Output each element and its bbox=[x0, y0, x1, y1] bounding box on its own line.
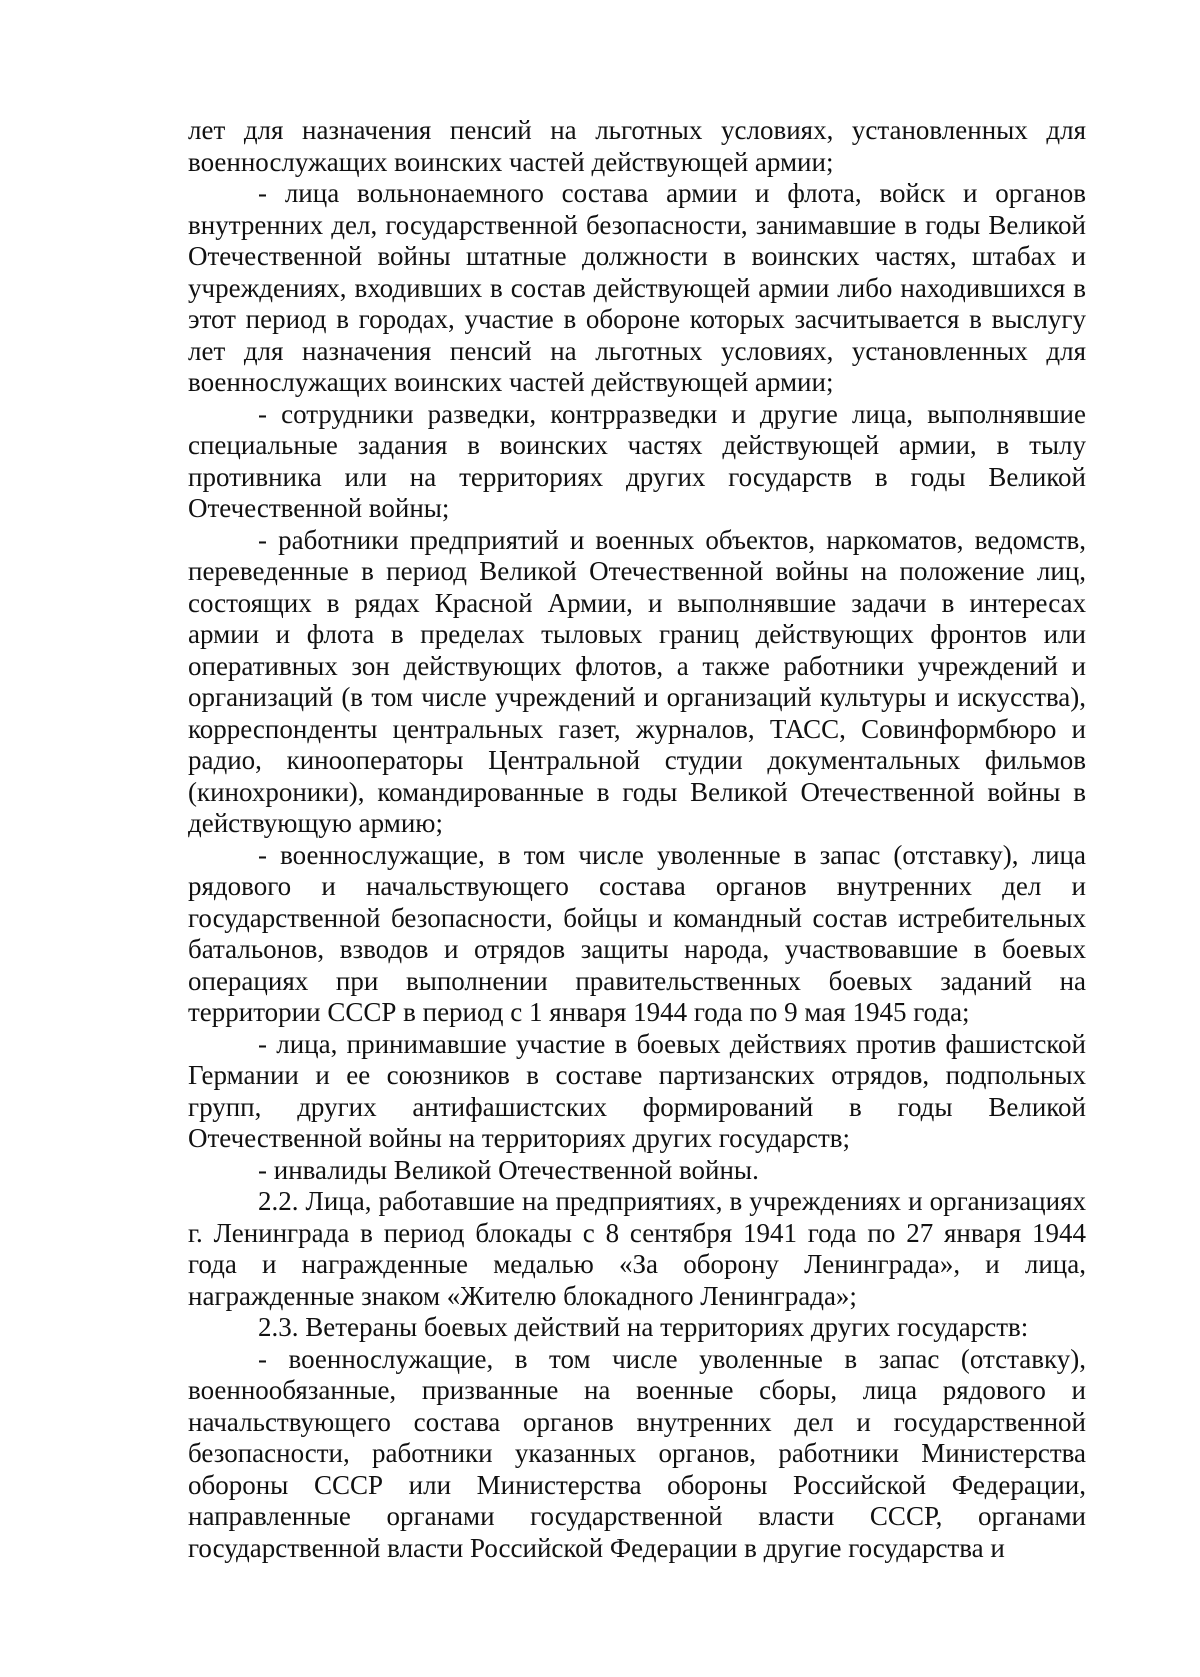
paragraph-enterprise-workers: - работники предприятий и военных объектов, наркоматов, ведомств, переведенные в период Великой Отечественной войны на положение лиц, состоящих в рядах Красной Армии, и выполнявшие задачи в интересах армии и флота в пределах тыловых границ действующих фронтов или оперативных зон действующих флотов, а также работники учреждений и организаций (в том числе учреждений и организаций культуры и искусства), корреспонденты центральных газет, журналов, ТАСС, Совинформбюро и радио, кинооператоры Центральной студии документальных фильмов (кинохроники), командированные в годы Великой Отечественной войны в действующую армию; bbox=[188, 524, 1086, 838]
paragraph-continuation: лет для назначения пенсий на льготных условиях, установленных для военнослужащих воинских частей действующей армии; bbox=[188, 115, 1086, 177]
paragraph-partisans: - лица, принимавшие участие в боевых действиях против фашистской Германии и ее союзников в составе партизанских отрядов, подпольных групп, других антифашистских формирований в годы Великой Отечественной войны на территориях других государств; bbox=[188, 1028, 1086, 1153]
paragraph-2-2-leningrad: 2.2. Лица, работавшие на предприятиях, в учреждениях и организациях г. Ленинграда в период блокады с 8 сентября 1941 года по 27 января 1944 года и награжденные медалью «За оборону Ленинграда», и лица, награжденные знаком «Жителю блокадного Ленинграда»; bbox=[188, 1186, 1086, 1311]
paragraph-servicemen-abroad: - военнослужащие, в том числе уволенные в запас (отставку), военнообязанные, призванные на военные сборы, лица рядового и начальствующего состава органов внутренних дел и государственной безопасности, работники указанных органов, работники Министерства обороны СССР или Министерства обороны Российской Федерации, направленные органами государственной власти СССР, органами государственной власти Российской Федерации в другие государства и bbox=[188, 1343, 1086, 1563]
paragraph-disabled-veterans: - инвалиды Великой Отечественной войны. bbox=[258, 1154, 759, 1185]
paragraph-2-3-heading: 2.3. Ветераны боевых действий на территориях других государств: bbox=[258, 1312, 1029, 1342]
document-body bbox=[188, 115, 1086, 1564]
paragraph-servicemen-1944: - военнослужащие, в том числе уволенные в запас (отставку), лица рядового и начальствующего состава органов внутренних дел и государственной безопасности, бойцы и командный состав истребительных батальонов, взводов и отрядов защиты народа, участвовавшие в боевых операциях при выполнении правительственных боевых заданий на территории СССР в период с 1 января 1944 года по 9 мая 1945 года; bbox=[188, 839, 1086, 1027]
paragraph-civilian-staff: - лица вольнонаемного состава армии и флота, войск и органов внутренних дел, государственной безопасности, занимавшие в годы Великой Отечественной войны штатные должности в воинских частях, штабах и учреждениях, входивших в состав действующей армии либо находившихся в этот период в городах, участие в обороне которых засчитывается в выслугу лет для назначения пенсий на льготных условиях, установленных для военнослужащих воинских частей действующей армии; bbox=[188, 178, 1086, 397]
paragraph-intelligence: - сотрудники разведки, контрразведки и другие лица, выполнявшие специальные задания в воинских частях действующей армии, в тылу противника или на территориях других государств в годы Великой Отечественной войны; bbox=[188, 398, 1086, 523]
